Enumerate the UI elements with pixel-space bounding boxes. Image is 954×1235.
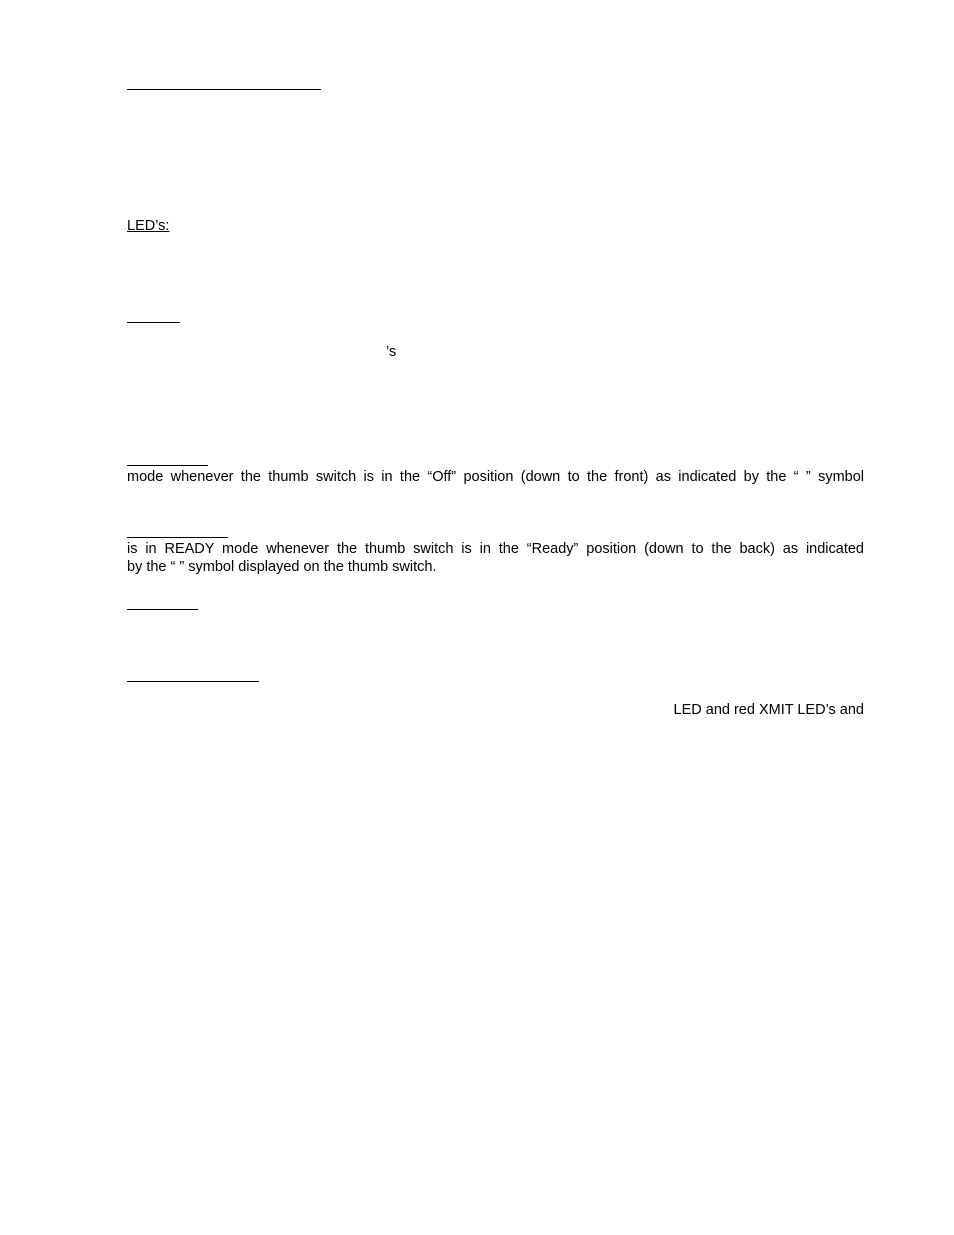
leds-heading: LED’s: <box>127 218 170 234</box>
heading-underline-2 <box>127 322 180 323</box>
ready-mode-paragraph <box>127 540 864 576</box>
heading-underline-5 <box>127 609 198 610</box>
off-mode-text: mode whenever the thumb switch is in the “Off” position (down to the front) as indicated by the “ ” symbol <box>127 469 864 485</box>
heading-underline-6 <box>127 681 259 682</box>
heading-underline-4 <box>127 537 228 538</box>
xmit-led-fragment: LED and red XMIT LED’s and <box>673 702 864 718</box>
possessive-fragment: ’s <box>386 344 397 360</box>
ready-mode-line-1: is in READY mode whenever the thumb switch is in the “Ready” position (down to the back) as indicated <box>127 541 864 557</box>
heading-underline-3 <box>127 465 208 466</box>
ready-mode-line-2: by the “ ” symbol displayed on the thumb switch. <box>127 559 437 575</box>
heading-underline-1 <box>127 89 321 90</box>
